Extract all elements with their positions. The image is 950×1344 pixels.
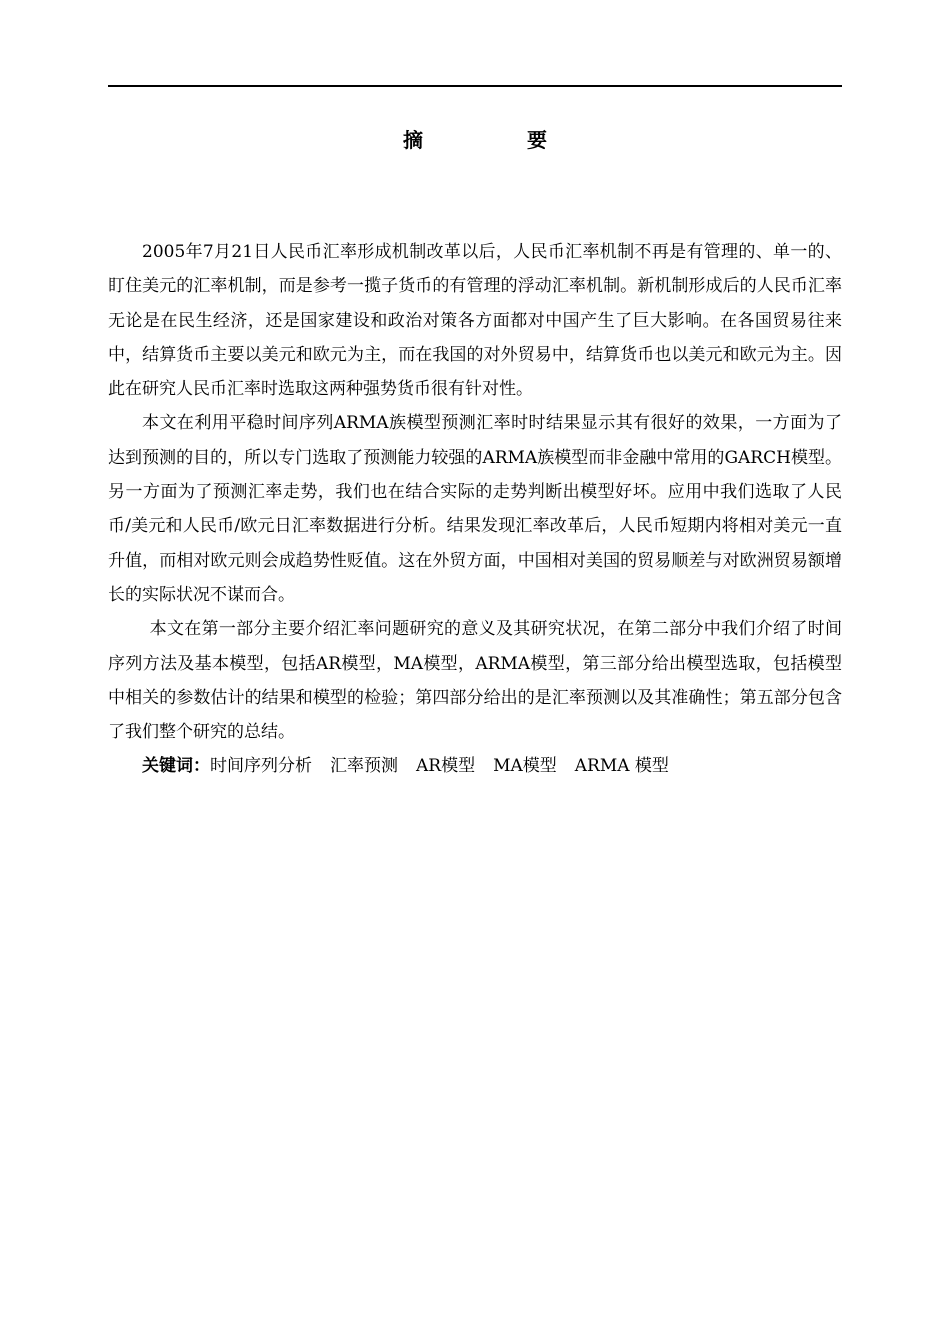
abstract-paragraph-2: 本文在利用平稳时间序列ARMA族模型预测汇率时时结果显示其有很好的效果，一方面为了达到预测的目的，所以专门选取了预测能力较强的ARMA族模型而非金融中常用的GARCH模型。另一方面为了预测汇率走势，我们也在结合实际的走势判断出模型好坏。应用中我们选取了人民币/美元和人民币/欧元日汇率数据进行分析。结果发现汇率改革后，人民币短期内将相对美元一直升值，而相对欧元则会成趋势性贬值。这在外贸方面，中国相对美国的贸易顺差与对欧洲贸易额增长的实际状况不谋而合。: [108, 413, 842, 605]
abstract-body: [108, 235, 842, 784]
header-rule: [108, 85, 842, 87]
keyword: 时间序列分析: [210, 756, 312, 777]
keywords-label: 关键词：: [142, 756, 210, 777]
keyword: AR模型: [416, 756, 476, 777]
title-char: 摘: [403, 128, 423, 152]
title-char: 要: [527, 128, 547, 152]
keyword: ARMA 模型: [574, 756, 669, 777]
keyword: 汇率预测: [330, 756, 398, 777]
keywords-line: [108, 749, 842, 783]
abstract-paragraph-1: 2005年7月21日人民币汇率形成机制改革以后，人民币汇率机制不再是有管理的、单一的、盯住美元的汇率机制，而是参考一揽子货币的有管理的浮动汇率机制。新机制形成后的人民币汇率无论是在民生经济，还是国家建设和政治对策各方面都对中国产生了巨大影响。在各国贸易往来中，结算货币主要以美元和欧元为主，而在我国的对外贸易中，结算货币也以美元和欧元为主。因此在研究人民币汇率时选取这两种强势货币很有针对性。: [108, 242, 842, 400]
abstract-paragraph-3: 本文在第一部分主要介绍汇率问题研究的意义及其研究状况，在第二部分中我们介绍了时间序列方法及基本模型，包括AR模型，MA模型，ARMA模型，第三部分给出模型选取，包括模型中相关的参数估计的结果和模型的检验；第四部分给出的是汇率预测以及其准确性；第五部分包含了我们整个研究的总结。: [108, 619, 842, 743]
keyword: MA模型: [493, 756, 557, 777]
page-title: [108, 124, 842, 154]
